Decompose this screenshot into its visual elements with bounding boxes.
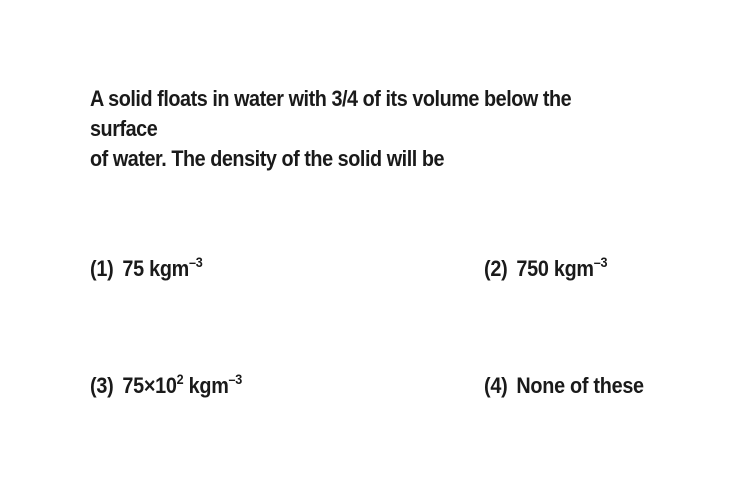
option-2[interactable] xyxy=(484,256,607,282)
option-3-number: (3) xyxy=(90,373,114,398)
question-line-1: A solid floats in water with 3/4 of its volume below the surface xyxy=(90,86,572,141)
option-2-exponent: –3 xyxy=(593,254,608,270)
option-3-exponent: –3 xyxy=(228,371,243,387)
option-2-value: 750 kgm xyxy=(516,256,594,281)
option-1-value: 75 kgm xyxy=(122,256,190,281)
option-2-number: (2) xyxy=(484,256,508,281)
option-3-value: 75×10 xyxy=(122,373,177,398)
option-4[interactable] xyxy=(484,373,644,399)
question-line-2: of water. The density of the solid will be xyxy=(90,146,445,171)
option-1-exponent: –3 xyxy=(189,254,203,270)
option-3[interactable] xyxy=(90,373,242,399)
option-4-value: None of these xyxy=(516,373,644,398)
option-1[interactable] xyxy=(90,256,203,282)
question-text xyxy=(90,84,630,174)
option-4-number: (4) xyxy=(484,373,508,398)
option-3-unit: kgm xyxy=(183,373,229,398)
option-1-number: (1) xyxy=(90,256,114,281)
option-3-power: 2 xyxy=(176,371,184,387)
